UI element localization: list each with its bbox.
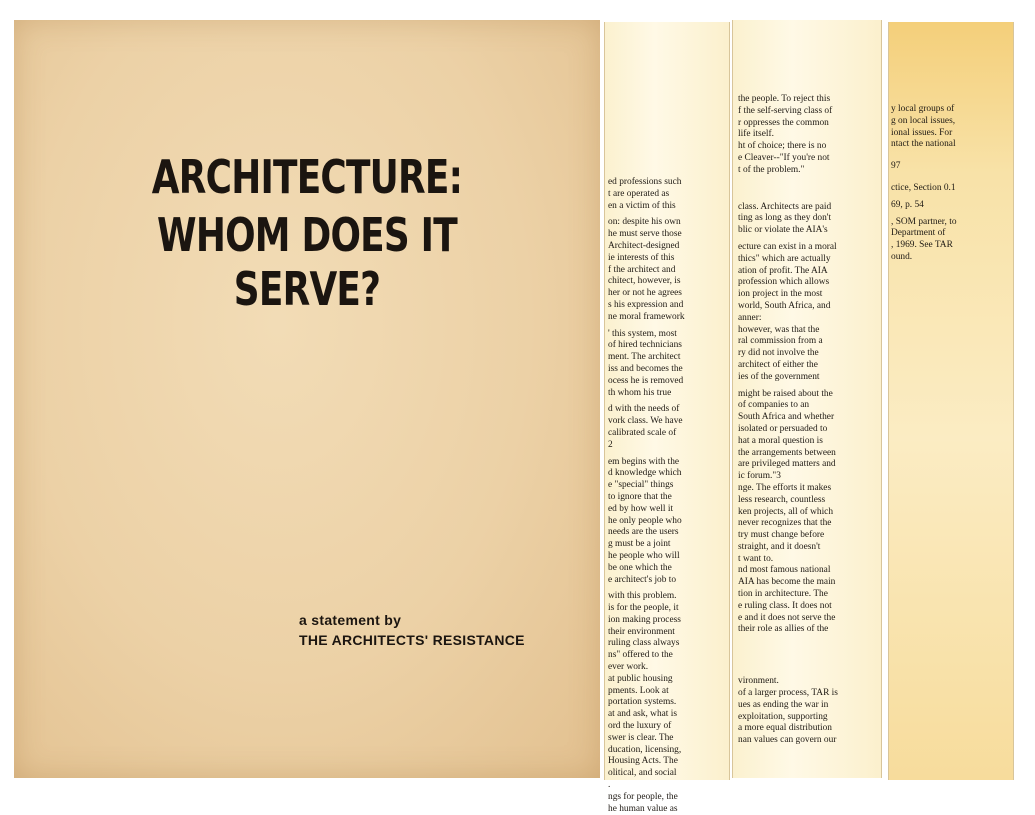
text-line: ie interests of this [608, 252, 675, 263]
text-line: e "special" things [608, 480, 674, 491]
text-line: e Cleaver--"If you're not [738, 152, 830, 163]
text-column-strip-2 [732, 20, 882, 778]
text-line: the arrangements between [738, 447, 836, 458]
text-line: hat a moral question is [738, 435, 823, 446]
text-line: swer is clear. The [608, 732, 674, 743]
cover-title-line-1: ARCHITECTURE: [151, 150, 463, 204]
text-line: ry did not involve the [738, 348, 819, 359]
text-line: less research, countless [738, 494, 826, 505]
text-line: be one which the [608, 562, 672, 573]
text-line: ment. The architect [608, 352, 681, 363]
text-line: at public housing [608, 673, 673, 684]
text-line: portation systems. [608, 697, 677, 708]
text-line: ht of choice; there is no [738, 141, 827, 152]
text-line: ns" offered to the [608, 650, 673, 661]
text-line: architect of either the [738, 359, 818, 370]
text-line: 2 [608, 439, 613, 450]
strip-1-text-lines [608, 177, 728, 815]
text-line: , SOM partner, to [891, 216, 957, 227]
text-line: e architect's job to [608, 574, 677, 585]
text-column-strip-1 [604, 22, 730, 814]
text-line: blic or violate the AIA's [738, 225, 828, 236]
text-line: ral commission from a [738, 336, 823, 347]
text-line: on: despite his own [608, 217, 681, 228]
text-line: 97 [891, 161, 901, 172]
text-line: anner: [738, 312, 762, 323]
text-line: r oppresses the common [738, 117, 829, 128]
text-line: t of the problem." [738, 164, 805, 175]
text-line: thics" which are actually [738, 253, 831, 264]
text-line: the people. To reject this [738, 94, 831, 104]
text-line: ion making process [608, 614, 681, 625]
text-line: he only people who [608, 515, 682, 526]
text-line: ' this system, most [608, 328, 677, 339]
text-line: ion project in the most [738, 289, 823, 300]
text-line: with this problem. [608, 591, 677, 602]
text-line: Department of [891, 228, 946, 239]
text-line: ntact the national [891, 139, 956, 150]
text-line: t want to. [738, 553, 774, 564]
text-line: en a victim of this [608, 200, 676, 211]
text-line: iss and becomes the [608, 363, 683, 374]
text-line: s his expression and [608, 299, 684, 310]
cover-title-line-2: WHOM DOES IT SERVE? [157, 208, 457, 316]
text-line: e ruling class. It does not [738, 600, 832, 611]
text-line: ecture can exist in a moral [738, 241, 837, 252]
text-line: th whom his true [608, 387, 672, 398]
text-line: g on local issues, [891, 115, 956, 126]
text-line: class. Architects are paid [738, 201, 832, 212]
text-line: their environment [608, 626, 675, 637]
text-line: are privileged matters and [738, 459, 836, 470]
text-line: nan values can govern our [738, 735, 837, 746]
text-line: e and it does not serve the [738, 612, 836, 623]
text-line: her or not he agrees [608, 288, 682, 299]
text-line: never recognizes that the [738, 518, 832, 529]
text-line: vork class. We have [608, 416, 683, 427]
text-line: tion in architecture. The [738, 589, 828, 600]
text-line: 69, p. 54 [891, 199, 924, 210]
text-line: ound. [891, 251, 913, 262]
text-line: ocess he is removed [608, 375, 684, 386]
text-line: ic forum."3 [738, 471, 781, 482]
text-line: ional issues. For [891, 127, 953, 138]
text-line: try must change before [738, 530, 825, 541]
strip-2-text-lines [738, 94, 879, 747]
text-line: Architect-designed [608, 240, 680, 251]
text-line: olitical, and social [608, 768, 677, 779]
text-line: . [608, 780, 611, 791]
text-line: f the self-serving class of [738, 105, 833, 116]
cover-page [14, 20, 600, 778]
text-line: world, South Africa, and [738, 300, 831, 311]
text-line: em begins with the [608, 456, 680, 467]
text-line: exploitation, supporting [738, 711, 828, 722]
text-line: he people who will [608, 550, 680, 561]
text-line: however, was that the [738, 324, 820, 335]
text-line: ruling class always [608, 638, 680, 649]
text-line: ever work. [608, 662, 649, 673]
text-line: y local groups of [891, 104, 955, 114]
text-line: nge. The efforts it makes [738, 482, 832, 493]
text-line: at and ask, what is [608, 709, 677, 720]
text-line: he must serve those [608, 229, 682, 240]
text-line: calibrated scale of [608, 427, 677, 438]
text-column-strip-3 [888, 22, 1014, 780]
text-line: , 1969. See TAR [891, 240, 953, 251]
text-line: g must be a joint [608, 539, 671, 550]
text-line: f the architect and [608, 264, 676, 275]
text-line: Housing Acts. The [608, 756, 678, 767]
text-line: ducation, licensing, [608, 744, 682, 755]
cover-organization: THE ARCHITECTS' RESISTANCE [299, 632, 525, 648]
text-line: ed by how well it [608, 503, 674, 514]
text-line: t are operated as [608, 188, 670, 199]
text-line: he human value as [608, 803, 678, 814]
text-line: ngs for people, the [608, 791, 678, 802]
text-line: chitect, however, is [608, 276, 681, 287]
text-line: a more equal distribution [738, 723, 832, 734]
text-line: of hired technicians [608, 340, 682, 351]
text-line: ord the luxury of [608, 721, 672, 732]
text-line: ken projects, all of which [738, 506, 834, 517]
text-line: vironment. [738, 676, 779, 687]
text-line: pments. Look at [608, 685, 669, 696]
text-line: is for the people, it [608, 603, 679, 614]
cover-statement-by: a statement by [299, 612, 402, 628]
text-line: needs are the users [608, 527, 679, 538]
text-line: ation of profit. The AIA [738, 265, 828, 276]
text-line: profession which allows [738, 277, 830, 288]
text-line: life itself. [738, 129, 774, 140]
text-line: ting as long as they don't [738, 213, 832, 224]
text-line: nd most famous national [738, 565, 831, 576]
text-line: ctice, Section 0.1 [891, 182, 956, 193]
text-line: isolated or persuaded to [738, 423, 828, 434]
text-line: ues as ending the war in [738, 699, 829, 710]
text-line: ies of the government [738, 371, 820, 382]
text-line: of a larger process, TAR is [738, 688, 838, 699]
text-line: d knowledge which [608, 468, 682, 479]
text-line: South Africa and whether [738, 412, 835, 423]
text-line: ed professions such [608, 177, 682, 187]
strip-3-text-lines [891, 104, 1011, 264]
text-line: their role as allies of the [738, 624, 829, 635]
text-line: AIA has become the main [738, 577, 836, 588]
text-line: ne moral framework [608, 311, 685, 322]
text-line: d with the needs of [608, 404, 680, 415]
text-line: of companies to an [738, 400, 810, 411]
text-line: might be raised about the [738, 388, 833, 399]
text-line: to ignore that the [608, 491, 672, 502]
text-line: straight, and it doesn't [738, 541, 821, 552]
